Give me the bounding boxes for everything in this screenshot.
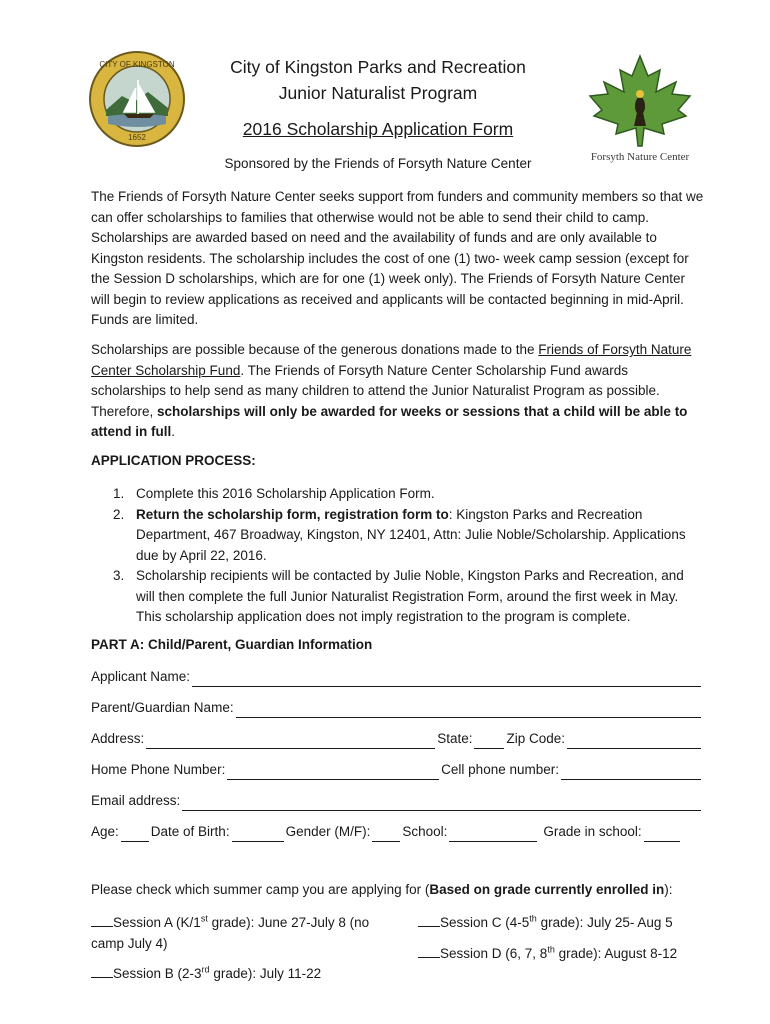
step-number: 1.	[113, 486, 125, 501]
age-field[interactable]	[121, 827, 149, 842]
age-label: Age:	[91, 824, 119, 839]
email-label: Email address:	[91, 793, 181, 808]
guardian-name-field[interactable]	[236, 703, 701, 718]
address-field[interactable]	[146, 734, 435, 749]
session-c-checkbox[interactable]	[418, 914, 440, 927]
donations-paragraph	[91, 340, 705, 443]
session-b-sup: rd	[201, 964, 210, 975]
session-a-dates: grade): June 27-July 8 (no camp July 4)	[91, 915, 370, 951]
session-a-sup: st	[200, 913, 208, 924]
step-text: Scholarship recipients will be contacted by Julie Noble, Kingston Parks and Recreation, and will then complete the full Junior Naturalist Registration Form, around the first week in May. This scholarship application does not imply registration to the program is complete.	[136, 568, 684, 624]
cell-phone-label: Cell phone number:	[441, 762, 559, 777]
details-row	[91, 822, 703, 842]
applicant-name-row	[91, 667, 703, 687]
forsyth-nature-center-logo	[582, 54, 698, 166]
title-line-1: City of Kingston Parks and Recreation	[230, 57, 526, 77]
process-step-2	[91, 505, 705, 567]
session-d-dates: grade): August 8-12	[554, 946, 678, 961]
email-field[interactable]	[182, 796, 701, 811]
process-steps	[91, 484, 705, 628]
address-label: Address:	[91, 731, 145, 746]
session-b-dates: grade): July 11-22	[209, 966, 322, 981]
email-row	[91, 791, 703, 811]
grade-field[interactable]	[644, 827, 680, 842]
school-label: School:	[402, 824, 448, 839]
session-d-sup: th	[547, 944, 555, 955]
session-d-label: Session D (6, 7, 8	[440, 946, 548, 961]
address-row	[91, 729, 703, 749]
intro-paragraph: The Friends of Forsyth Nature Center seeks support from funders and community members so that we can offer scholarships to families that otherwise would not be able to send their child to camp. Scholarships are awarded based on need and the availability of funds and are only available to Kingston residents. The scholarship includes the cost of one (1) two- week camp session (except for the Session D scholarships, which are for one (1) week only). The Friends of Forsyth Nature Center will begin to review applications as received and applicants will be contacted beginning in mid-April. Funds are limited.	[91, 189, 704, 327]
seal-year: 1652	[128, 133, 146, 142]
process-step-3	[91, 566, 705, 628]
session-b-label: Session B (2-3	[113, 966, 202, 981]
grade-label: Grade in school:	[543, 824, 642, 839]
step-number: 3.	[113, 568, 125, 583]
applicant-name-label: Applicant Name:	[91, 669, 191, 684]
scholarship-fund-link[interactable]: Friends of Forsyth Nature Center Scholarship Fund	[91, 342, 692, 378]
home-phone-label: Home Phone Number:	[91, 762, 226, 777]
cell-phone-field[interactable]	[561, 765, 701, 780]
process-step-1	[91, 484, 705, 505]
session-instructions	[91, 882, 672, 897]
session-intro-end: ):	[664, 882, 673, 897]
donations-emphasis: scholarships will only be awarded for weeks or sessions that a child will be able to attend in full	[91, 403, 688, 439]
session-a-checkbox[interactable]	[91, 914, 113, 927]
session-c-option	[418, 913, 718, 934]
dob-field[interactable]	[232, 827, 284, 842]
session-intro-emphasis: Based on grade currently enrolled in	[429, 882, 665, 897]
state-field[interactable]	[474, 734, 504, 749]
session-b-option	[91, 964, 391, 985]
session-intro-text: Please check which summer camp you are applying for (	[91, 882, 430, 897]
session-c-label: Session C (4-5	[440, 915, 530, 930]
step-text: Complete this 2016 Scholarship Application Form.	[136, 486, 435, 501]
gender-field[interactable]	[372, 827, 400, 842]
phone-row	[91, 760, 703, 780]
step-number: 2.	[113, 506, 125, 522]
session-a-option	[91, 913, 391, 954]
step-text: : Kingston Parks and Recreation Department, 467 Broadway, Kingston, NY 12401, Attn: Julie Noble/Scholarship. Applications due by April 22, 2016.	[136, 506, 686, 563]
session-c-dates: grade): July 25- Aug 5	[536, 915, 673, 930]
leaf-caption: Forsyth Nature Center	[590, 151, 690, 163]
guardian-name-row	[91, 698, 703, 718]
session-a-label: Session A (K/1	[113, 915, 201, 930]
dob-label: Date of Birth:	[150, 824, 230, 839]
seal-text: CITY OF KINGSTON	[99, 60, 175, 69]
donations-text-end: .	[171, 424, 176, 439]
part-a-heading: PART A: Child/Parent, Guardian Information	[91, 637, 373, 652]
state-label: State:	[437, 731, 473, 746]
session-b-checkbox[interactable]	[91, 965, 113, 978]
city-of-kingston-seal	[88, 50, 186, 148]
form-title: 2016 Scholarship Application Form	[242, 119, 514, 139]
sponsor-line: Sponsored by the Friends of Forsyth Nature Center	[224, 156, 532, 171]
donations-text-b: . The Friends of Forsyth Nature Center Scholarship Fund awards scholarships to help send as many children to attend the Junior Naturalist Program as possible. Therefore,	[91, 362, 660, 419]
applicant-name-field[interactable]	[192, 672, 701, 687]
title-line-2: Junior Naturalist Program	[278, 83, 478, 103]
session-d-option	[418, 944, 718, 965]
school-field[interactable]	[449, 827, 537, 842]
step-emphasis: Return the scholarship form, registration form to	[136, 506, 449, 522]
home-phone-field[interactable]	[227, 765, 439, 780]
session-d-checkbox[interactable]	[418, 945, 440, 958]
gender-label: Gender (M/F):	[285, 824, 371, 839]
program-title	[190, 54, 566, 106]
donations-text-a: Scholarships are possible because of the generous donations made to the	[91, 342, 539, 357]
guardian-name-label: Parent/Guardian Name:	[91, 700, 234, 715]
session-c-sup: th	[529, 913, 537, 924]
application-process-heading: APPLICATION PROCESS:	[91, 453, 256, 468]
zip-label: Zip Code:	[506, 731, 565, 746]
zip-field[interactable]	[567, 734, 701, 749]
